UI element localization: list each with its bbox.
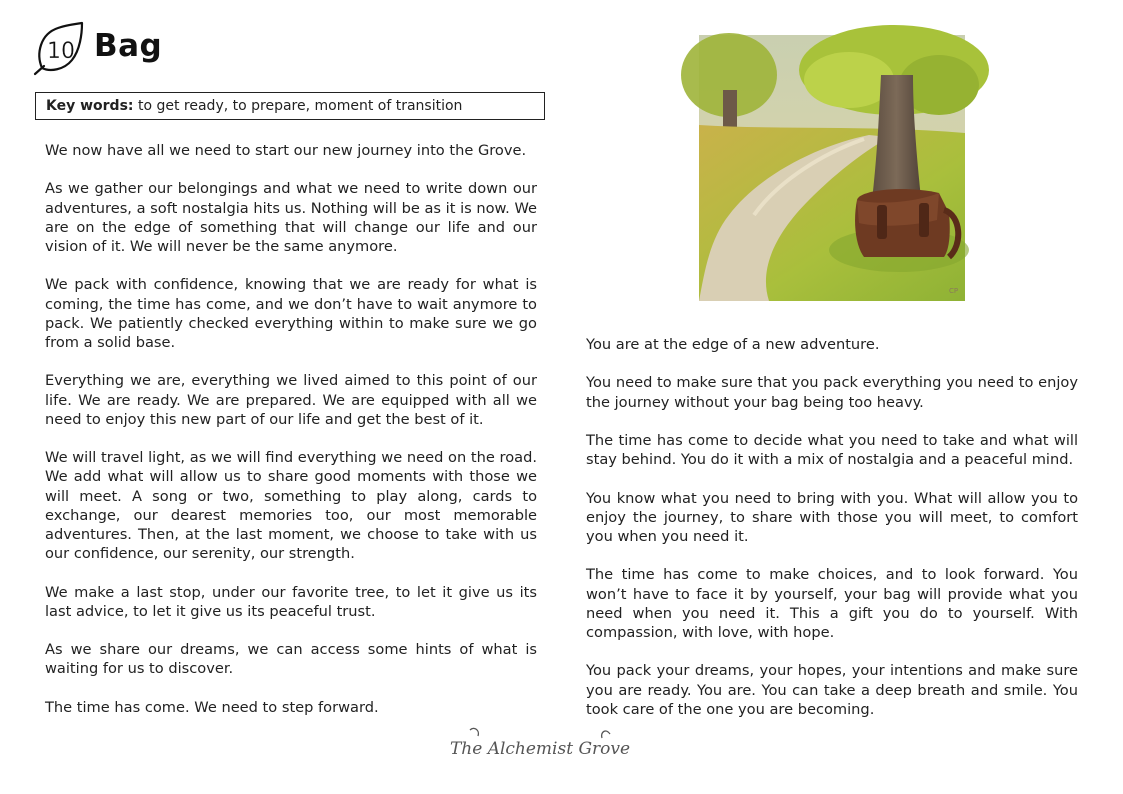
paragraph: We will travel light, as we will find everything we need on the road. We add what will allow us to share good moments with those we will meet. A song or two, something to play along, cards to exchange, our dearest memories too, our most memorable adventures. Then, at the last moment, we choose to take with us our confidence, our serenity, our strength. — [45, 449, 537, 563]
page-title: Bag — [94, 28, 163, 64]
left-column-text — [45, 141, 537, 736]
paragraph: The time has come to make choices, and to look forward. You won’t have to face it by yourself, your bag will provide what you need when you need it. This a gift you do to yourself. With compassion, with love, with hope. — [586, 566, 1078, 641]
paragraph: The time has come to decide what you need to take and what will stay behind. You do it with a mix of nostalgia and a peaceful mind. — [586, 431, 1078, 469]
paragraph: We pack with confidence, knowing that we are ready for what is coming, the time has come, and we don’t have to wait anymore to pack. We patiently checked everything within to make sure we go from a solid base. — [45, 276, 537, 351]
keywords-text: to get ready, to prepare, moment of transition — [133, 98, 463, 114]
paragraph: You pack your dreams, your hopes, your intentions and make sure you are ready. You are. You can take a deep breath and smile. You took care of the one you are becoming. — [586, 662, 1078, 718]
alchemist-grove-logo — [449, 724, 631, 768]
paragraph: You are at the edge of a new adventure. — [586, 336, 880, 353]
leaf-number-badge — [32, 20, 88, 76]
paragraph: You need to make sure that you pack everything you need to enjoy the journey without your bag being too heavy. — [586, 374, 1078, 411]
keywords-box — [35, 92, 545, 120]
paragraph: As we gather our belongings and what we need to write down our adventures, a soft nostalgia hits us. Nothing will be as it is now. We are on the edge of something that will change our life and our vision of it. We will never be the same anymore. — [45, 180, 537, 255]
right-column-text — [586, 335, 1078, 738]
keywords-label: Key words: — [46, 98, 134, 114]
illustration-tree-path-bag — [699, 35, 965, 301]
paragraph: The time has come. We need to step forward. — [45, 698, 379, 716]
paragraph: We now have all we need to start our new journey into the Grove. — [45, 142, 527, 159]
card-number: 10 — [47, 39, 75, 64]
paragraph: We make a last stop, under our favorite tree, to let it give us its last advice, to let it give us its peaceful trust. — [45, 583, 537, 620]
paragraph: Everything we are, everything we lived aimed to this point of our life. We are ready. We are prepared. We are equipped with all we need to enjoy this new part of our life and get the best of it. — [45, 372, 537, 428]
logo-text: The Alchemist Grove — [449, 739, 631, 759]
paragraph: As we share our dreams, we can access some hints of what is waiting for us to discover. — [45, 641, 537, 678]
paragraph: You know what you need to bring with you. What will allow you to enjoy the journey, to share with those you will meet, to comfort you when you need it. — [586, 489, 1078, 545]
artist-signature: CP — [949, 287, 959, 295]
